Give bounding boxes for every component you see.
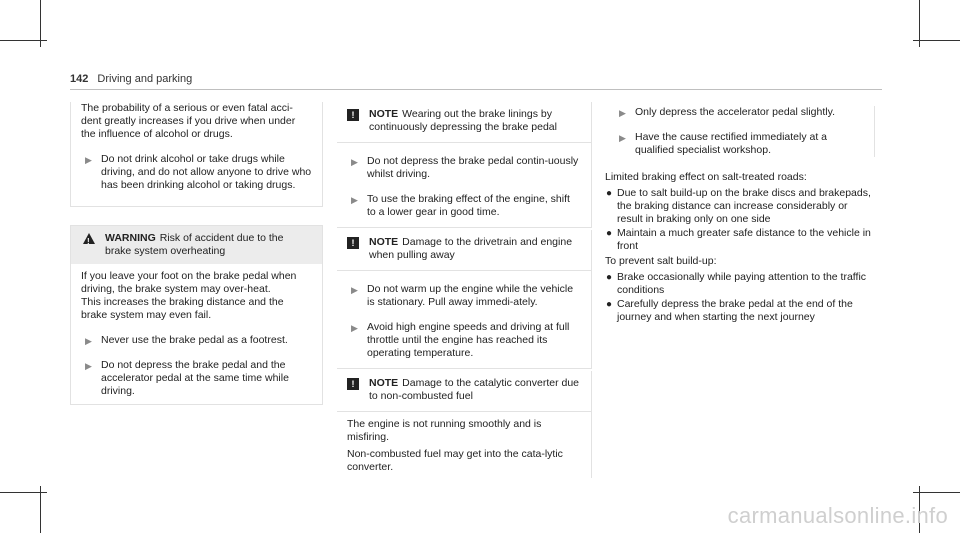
note-label: NOTE <box>369 236 399 248</box>
bullet-icon: ● <box>606 272 613 283</box>
list-item: ● Brake occasionally while paying attention to the traffic conditions <box>606 271 867 296</box>
list-item: ● Carefully depress the brake pedal at the end of the journey and when starting the next journey <box>606 298 853 323</box>
warning-title: Risk of accident due to the brake system overheating <box>105 232 284 257</box>
list-item: ● Maintain a much greater safe distance to the vehicle in front <box>606 227 871 252</box>
page-header <box>70 73 192 85</box>
warning-label: WARNING <box>105 232 156 244</box>
crop-mark <box>0 492 47 493</box>
exclamation-square-icon: ! <box>347 109 359 121</box>
salt-intro: Limited braking effect on salt-treated roads: <box>605 171 807 183</box>
triangle-right-icon: ▶ <box>85 155 92 165</box>
continued-steps <box>605 106 875 157</box>
exclamation-square-icon: ! <box>347 237 359 249</box>
note-box <box>337 102 592 228</box>
instruction-step: ▶ Do not warm up the engine while the vehicle is stationary. Pull away immedi-ately. <box>351 283 574 308</box>
page-number: 142 <box>70 73 89 85</box>
instruction-step: ▶ Do not depress the brake pedal and the accelerator pedal at the same time while driving. <box>85 359 289 397</box>
note-header <box>347 230 581 270</box>
list-item: ● Due to salt build-up on the brake discs and brakepads, the braking distance can increase considerably or result in braking only on one side <box>606 187 871 225</box>
triangle-right-icon: ▶ <box>619 108 626 118</box>
triangle-right-icon: ▶ <box>351 323 358 333</box>
note-header <box>347 371 581 411</box>
bullet-icon: ● <box>606 188 613 199</box>
crop-mark <box>913 40 960 41</box>
bullet-icon: ● <box>606 228 613 239</box>
note-title: Wearing out the brake linings by continuously depressing the brake pedal <box>369 108 557 133</box>
note-label: NOTE <box>369 108 399 120</box>
warning-box <box>70 225 323 405</box>
instruction-step: ▶ Do not drink alcohol or take drugs while driving, and do not allow anyone to drive who has been drinking alcohol or taking drugs. <box>85 153 312 191</box>
crop-mark <box>913 492 960 493</box>
triangle-right-icon: ▶ <box>351 285 358 295</box>
header-divider <box>70 89 882 90</box>
note-label: NOTE <box>369 377 399 389</box>
column-2 <box>337 102 592 478</box>
alcohol-block <box>70 102 323 207</box>
instruction-step: ▶ Do not depress the brake pedal contin-uously whilst driving. <box>351 155 579 180</box>
note-box <box>337 371 592 478</box>
triangle-right-icon: ▶ <box>619 133 626 143</box>
salt-bullet-list <box>605 187 875 253</box>
bullet-icon: ● <box>606 299 613 310</box>
instruction-step: ▶ To use the braking effect of the engine, shift to a lower gear in good time. <box>351 193 570 218</box>
note-title: Damage to the catalytic converter due to non-combusted fuel <box>369 377 580 402</box>
column-3 <box>605 102 875 325</box>
triangle-right-icon: ▶ <box>85 336 92 346</box>
instruction-step: ▶ Never use the brake pedal as a footrest. <box>85 334 288 346</box>
instruction-step: ▶ Only depress the accelerator pedal slightly. <box>619 106 835 118</box>
section-title: Driving and parking <box>97 73 193 85</box>
prevent-bullet-list <box>605 271 875 324</box>
watermark: carmanualsonline.info <box>727 503 948 528</box>
warning-paragraph: If you leave your foot on the brake pedal when driving, the brake system may over-heat. <box>81 270 297 295</box>
intro-text: The probability of a serious or even fatal acci-dent greatly increases if you drive when under the influence of alcohol or drugs. <box>81 102 296 140</box>
triangle-right-icon: ▶ <box>351 195 358 205</box>
instruction-step: ▶ Have the cause rectified immediately at a qualified specialist workshop. <box>619 131 828 156</box>
column-1 <box>70 102 323 405</box>
warning-paragraph: This increases the braking distance and the brake system may even fail. <box>81 296 284 321</box>
prevent-intro: To prevent salt build-up: <box>605 255 717 267</box>
note-box <box>337 230 592 369</box>
note-header <box>347 102 581 142</box>
exclamation-square-icon: ! <box>347 378 359 390</box>
crop-mark <box>0 40 47 41</box>
triangle-right-icon: ▶ <box>85 361 92 371</box>
crop-mark <box>40 486 41 533</box>
note-paragraph: Non-combusted fuel may get into the cata-lytic converter. <box>347 448 563 473</box>
warning-header: ! WARNING Risk of accident due to the brake system overheating <box>71 226 322 264</box>
note-title: Damage to the drivetrain and engine when pulling away <box>369 236 573 261</box>
note-paragraph: The engine is not running smoothly and is misfiring. <box>347 418 542 443</box>
instruction-step: ▶ Avoid high engine speeds and driving at full throttle until the engine has reached its operating temperature. <box>351 321 570 359</box>
triangle-right-icon: ▶ <box>351 157 358 167</box>
